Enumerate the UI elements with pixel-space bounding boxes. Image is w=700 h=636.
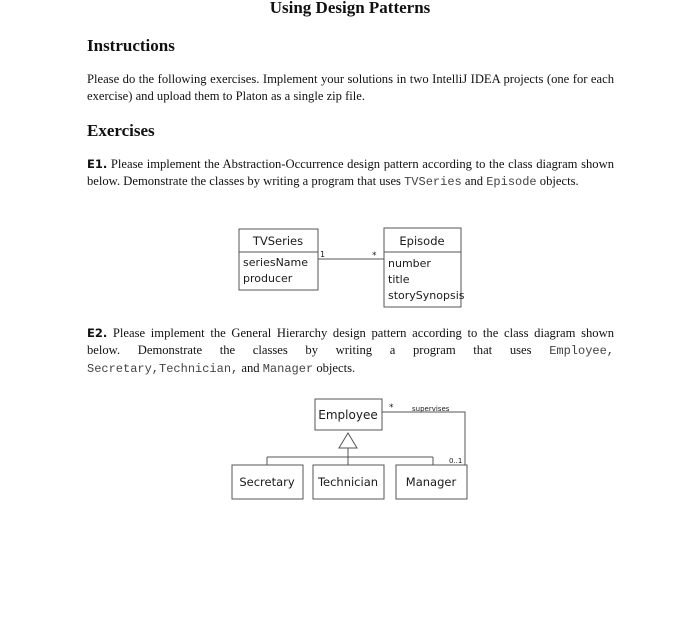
multiplicity-many: * [372,251,377,261]
exercise-e2-label: E2. [87,326,108,340]
episode-attr-storysynopsis: storySynopsis [388,289,465,302]
multiplicity-one: 1 [320,250,326,259]
exercises-heading: Exercises [87,121,155,140]
instructions-heading: Instructions [87,36,175,55]
code-tvseries: TVSeries [404,175,462,189]
e1-and: and [464,174,484,188]
supervises-label: supervises [412,405,450,413]
episode-class-name: Episode [399,234,445,248]
e2-text-before: Please implement the General Hierarchy design pattern according to the class diagram shown below. Demonstrate the classes by writing a program that uses [87,326,614,357]
e2-text-after: objects. [316,361,356,375]
manager-class-name: Manager [405,475,457,489]
tvseries-attr-seriesname: seriesName [243,256,309,269]
employee-class-name: Employee [318,408,378,422]
secretary-class-name: Secretary [239,475,295,489]
page-title: Using Design Patterns [269,0,431,17]
tvseries-attr-producer: producer [243,272,293,285]
multiplicity-zero-one: 0..1 [449,457,463,465]
e2-and: and [241,361,260,375]
tvseries-class-name: TVSeries [252,234,304,248]
instructions-text: Please do the following exercises. Implement your solutions in two IntelliJ IDEA projects (one for each exercise) and upload them to Platon as a single zip file. [87,72,614,103]
episode-attr-title: title [388,273,410,286]
code-manager: Manager [262,362,314,376]
e1-text-before: Please implement the Abstraction-Occurrence design pattern according to the class diagram shown below. Demonstrate the classes by writing a program that uses [87,157,614,188]
code-employee: Employee, [549,344,614,358]
generalization-triangle [339,433,357,448]
exercise-e1-label: E1. [87,157,108,171]
code-technician: Technician, [159,362,239,376]
e1-text-after: objects. [539,174,579,188]
multiplicity-star: * [389,403,394,413]
code-secretary: Secretary, [87,362,160,376]
code-episode: Episode [486,175,537,189]
technician-class-name: Technician [317,475,379,489]
episode-attr-number: number [388,257,431,270]
exercise-e2-text [87,325,614,378]
